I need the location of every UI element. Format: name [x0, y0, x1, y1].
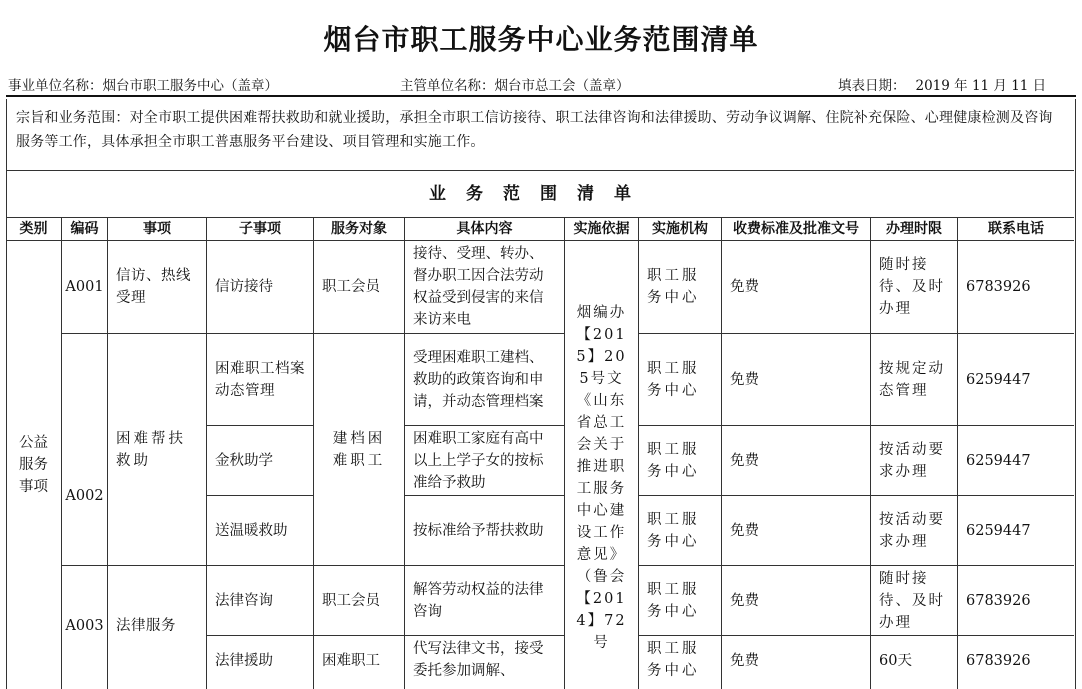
table-row-subitem: 金秋助学: [215, 452, 273, 469]
scope-paragraph: [6, 100, 1072, 168]
table-row-fee: 免费: [730, 371, 759, 388]
date-value: 2019 年 11 月 11 日: [915, 78, 1047, 94]
table-row-subitem: 送温暖救助: [215, 522, 288, 539]
group-item-text: 困难帮扶救助: [116, 430, 186, 469]
header-target: 服务对象: [331, 221, 387, 237]
table-row-target: 职工会员: [322, 279, 380, 295]
supervisor-label: 主管单位名称：: [400, 78, 495, 94]
header-fee: 收费标准及批准文号: [733, 221, 859, 237]
content-text: 代写法律文书，接受委托参加调解、: [413, 641, 544, 679]
header-content: 具体内容: [456, 221, 513, 237]
table-row-agency: [639, 636, 721, 686]
group-target: [314, 334, 404, 565]
header-time: 办理时限: [886, 221, 942, 237]
table-row-fee: 免费: [730, 653, 759, 669]
basis-text: 烟编办【2015】205号文《山东省总工会关于推进职工服务中心建设工作意见》（鲁会【2014】72号: [576, 305, 627, 651]
unit-name: [8, 74, 278, 94]
table-row-target: 困难职工: [322, 653, 380, 669]
group-code: A003: [65, 618, 104, 634]
group-item: [108, 334, 206, 565]
page-title: 烟台市职工服务中心业务范围清单: [323, 23, 759, 56]
table-row-agency: [639, 566, 721, 635]
header-phone: 联系电话: [988, 221, 1044, 237]
table-row-content: [405, 496, 564, 565]
time-text: 按活动要求办理: [879, 511, 945, 550]
supervisor-name: [400, 74, 630, 94]
table-row-agency: [639, 426, 721, 495]
table-row-content: [405, 241, 564, 333]
content-text: 接待、受理、转办、督办职工因合法劳动权益受到侵害的来信来访来电: [413, 246, 544, 328]
table-row-agency: [639, 241, 721, 333]
table-row-time: [871, 566, 957, 635]
time-text: 随时接待、及时办理: [879, 257, 945, 317]
content-text: 按标准给予帮扶救助: [413, 522, 544, 539]
time-text: 按规定动态管理: [879, 360, 945, 399]
scope-label: 宗旨和业务范围：: [16, 110, 130, 126]
basis-cell: [565, 302, 638, 689]
table-row-fee: 免费: [730, 592, 759, 609]
table-row-fee: 免费: [730, 452, 759, 469]
table-row-agency: [639, 334, 721, 425]
table-row-content: [405, 566, 564, 635]
table-row-phone: 6259447: [966, 371, 1031, 388]
table-row-time: 60天: [879, 653, 912, 669]
category-text: 公益服务事项: [19, 435, 48, 495]
header-subitem: 子事项: [239, 221, 281, 237]
table-row-time: [871, 241, 957, 333]
agency-text: 职工服务中心: [647, 641, 700, 679]
table-row-subitem: 法律援助: [215, 653, 273, 669]
fill-date: [838, 74, 1046, 94]
category-cell: [6, 241, 61, 689]
content-text: 受理困难职工建档、救助的政策咨询和申请，并动态管理档案: [413, 349, 544, 410]
header-divider: [6, 95, 1076, 97]
table-row-agency: [639, 496, 721, 565]
time-text: 按活动要求办理: [879, 441, 945, 480]
table-row-subitem: 法律咨询: [215, 592, 273, 609]
table-row-subitem: 信访接待: [215, 279, 273, 295]
header-category: 类别: [19, 221, 48, 237]
group-code: A002: [65, 488, 104, 504]
section-title: 业务范围清单: [429, 184, 651, 204]
subitem-text: 困难职工档案动态管理: [215, 360, 305, 399]
group-target-text: 建档困难职工: [332, 430, 386, 469]
form-meta: [0, 74, 1082, 94]
divider: [6, 170, 1074, 171]
table-row-content: [405, 426, 564, 495]
group-item-text: 法律服务: [116, 618, 176, 634]
table-row-phone: 6783926: [966, 653, 1031, 669]
table-row-phone: 6259447: [966, 452, 1031, 469]
table-row-target: 职工会员: [322, 592, 380, 609]
table-row-content: [405, 636, 564, 686]
agency-text: 职工服务中心: [647, 581, 700, 620]
agency-text: 职工服务中心: [647, 441, 700, 480]
table-row-phone: 6783926: [966, 279, 1031, 295]
agency-text: 职工服务中心: [647, 360, 700, 399]
time-text: 随时接待、及时办理: [879, 570, 945, 631]
table-row-phone: 6783926: [966, 592, 1031, 609]
table-row-content: [405, 334, 564, 425]
scope-text: 对全市职工提供困难帮扶救助和就业援助，承担全市职工信访接待、职工法律咨询和法律援助、劳动争议调解、住院补充保险、心理健康检测及咨询服务等工作，具体承担全市职工普惠服务平台建设、项目管理和实施工作。: [16, 110, 1053, 150]
table-row-time: [871, 426, 957, 495]
header-agency: 实施机构: [652, 221, 708, 237]
header-code: 编码: [70, 221, 99, 237]
table-row-time: [871, 496, 957, 565]
group-item: [108, 566, 206, 686]
agency-text: 职工服务中心: [647, 511, 700, 550]
date-label: 填表日期：: [838, 78, 906, 94]
unit-value: 烟台市职工服务中心（盖章）: [102, 78, 278, 94]
table-row-phone: 6259447: [966, 522, 1031, 539]
group-item-text: 信访、热线受理: [116, 268, 191, 306]
header-basis: 实施依据: [573, 221, 630, 237]
table-row-fee: 免费: [730, 279, 759, 295]
table-row-subitem: [207, 334, 313, 425]
group-item: [108, 241, 206, 333]
table-row-fee: 免费: [730, 522, 759, 539]
unit-label: 事业单位名称：: [8, 78, 103, 94]
table-row-time: [871, 334, 957, 425]
group-code: A001: [65, 279, 104, 295]
agency-text: 职工服务中心: [647, 268, 700, 306]
content-text: 困难职工家庭有高中以上上学子女的按标准给予救助: [413, 430, 544, 491]
content-text: 解答劳动权益的法律咨询: [413, 581, 544, 620]
header-item: 事项: [143, 221, 171, 237]
supervisor-value: 烟台市总工会（盖章）: [494, 78, 630, 94]
